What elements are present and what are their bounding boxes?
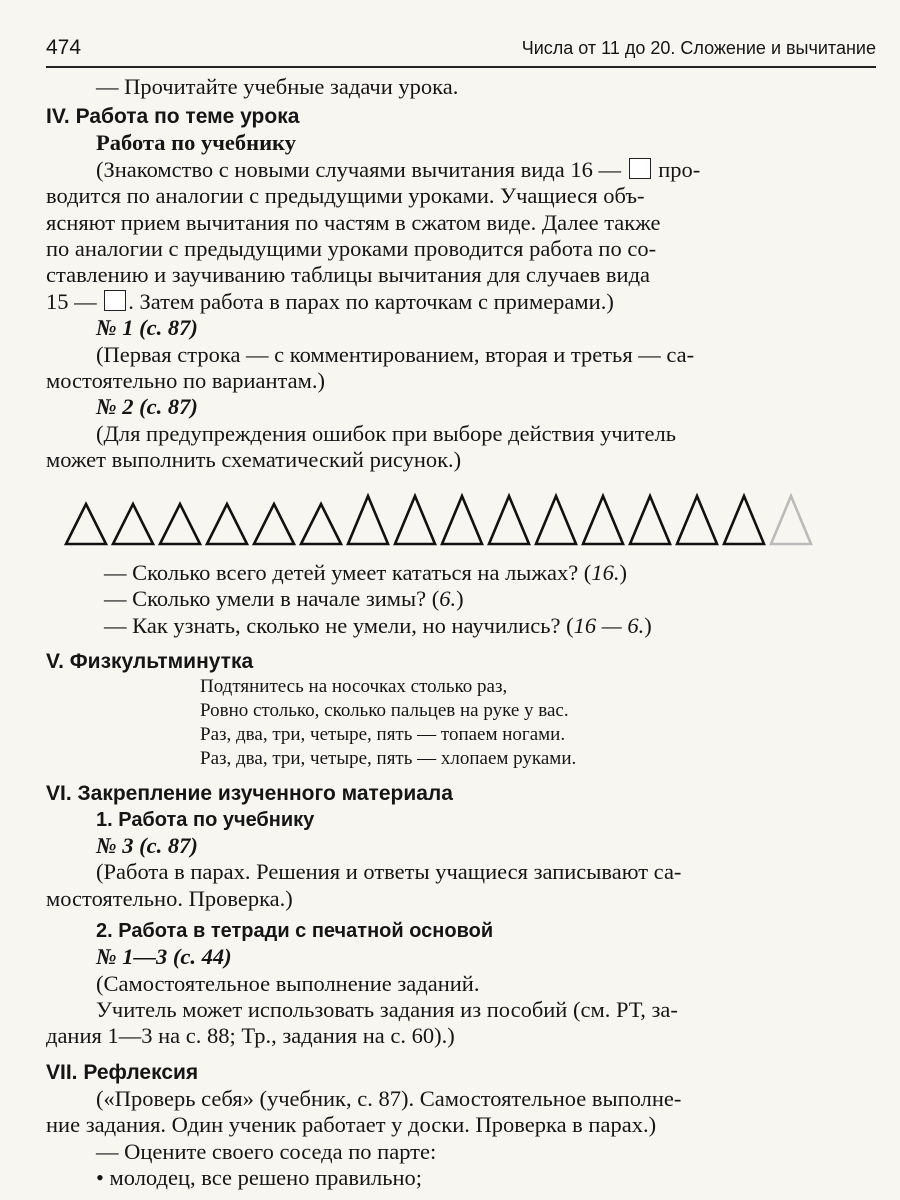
s7-line-1: («Проверь себя» (учебник, с. 87). Самостоятельное выполне- — [96, 1085, 682, 1111]
triangle-10 — [489, 496, 529, 544]
dialog-3-answer: 16 — 6. — [573, 612, 645, 638]
task-1-3-line-2: Учитель может использовать задания из пособий (см. РТ, за- — [96, 996, 678, 1022]
task-1-3-line-1: (Самостоятельное выполнение заданий. — [96, 970, 480, 996]
task-1-line-1: (Первая строка — с комментированием, вторая и третья — са- — [96, 341, 695, 367]
task-2-ref: № 2 (с. 87) — [96, 394, 198, 420]
blank-box — [629, 158, 651, 179]
s4-para-line-4: по аналогии с предыдущими уроками проводится работа по со- — [46, 236, 657, 262]
dialog-2-text: — Сколько умели в начале зимы? ( — [104, 586, 440, 612]
poem-line-4: Раз, два, три, четыре, пять — хлопаем руками. — [200, 747, 577, 769]
s4-para-line-1-b: про- — [658, 156, 701, 182]
section-6-title: VI. Закрепление изученного материала — [46, 781, 453, 805]
dialog-line-1 — [46, 560, 876, 586]
s4-para-line-6-a: 15 — — [46, 288, 97, 314]
poem-line-2: Ровно столько, сколько пальцев на руке у вас. — [200, 699, 569, 721]
triangles-svg — [64, 488, 900, 550]
dialog-2-end: ) — [456, 586, 464, 612]
triangle-2 — [113, 504, 153, 544]
dialog-1-end: ) — [619, 559, 627, 585]
intro-line: — Прочитайте учебные задачи урока. — [96, 74, 459, 99]
task-2-line-1: (Для предупреждения ошибок при выборе действия учитель — [96, 420, 677, 446]
blank-box — [104, 290, 126, 311]
section-6-sub-1: 1. Работа по учебнику — [96, 808, 315, 831]
poem-line-1: Подтянитесь на носочках столько раз, — [200, 675, 508, 697]
task-1-line-2: мостоятельно по вариантам.) — [46, 368, 325, 394]
triangle-3 — [160, 504, 200, 544]
triangle-14 — [677, 496, 717, 544]
triangle-1 — [66, 504, 106, 544]
triangle-7 — [348, 496, 388, 544]
s4-para-line-6 — [46, 289, 876, 315]
task-1-3-line-3: дания 1—3 на с. 88; Тр., задания на с. 60).) — [46, 1023, 455, 1049]
s4-para-line-5: ставлению и заучиванию таблицы вычитания для случаев вида — [46, 262, 651, 288]
triangle-15 — [724, 496, 764, 544]
page-header — [46, 34, 876, 68]
s4-para-line-1 — [46, 157, 876, 183]
page-number: 474 — [46, 36, 82, 59]
running-title: Числа от 11 до 20. Сложение и вычитание — [521, 38, 876, 58]
triangle-16 — [771, 496, 811, 544]
task-2-line-2: может выполнить схематический рисунок.) — [46, 447, 462, 473]
dialog-line-3 — [46, 613, 876, 639]
page-content — [46, 74, 876, 1191]
task-1-ref: № 1 (с. 87) — [96, 315, 198, 341]
triangle-11 — [536, 496, 576, 544]
s4-para-line-2: водится по аналогии с предыдущими уроками. Учащиеся объ- — [46, 183, 645, 209]
poem-line-3: Раз, два, три, четыре, пять — топаем ногами. — [200, 723, 566, 745]
section-5-title: V. Физкультминутка — [46, 649, 254, 673]
triangles-drawing — [64, 488, 900, 550]
section-4-title: IV. Работа по теме урока — [46, 105, 300, 129]
task-3-ref: № 3 (с. 87) — [96, 832, 198, 858]
task-1-3-ref: № 1—3 (с. 44) — [96, 944, 232, 970]
dialog-3-end: ) — [644, 612, 652, 638]
section-4-subtitle: Работа по учебнику — [96, 130, 296, 156]
dialog-line-2 — [46, 586, 876, 612]
dialog-2-answer: 6. — [439, 586, 457, 612]
s7-line-4: • молодец, все решено правильно; — [96, 1164, 423, 1190]
s7-line-3: — Оцените своего соседа по парте: — [96, 1138, 437, 1164]
task-3-line-1: (Работа в парах. Решения и ответы учащиеся записывают са- — [96, 859, 682, 885]
triangle-13 — [630, 496, 670, 544]
s4-para-line-1-a: (Знакомство с новыми случаями вычитания вида 16 — — [96, 156, 621, 182]
triangle-4 — [207, 504, 247, 544]
s7-line-2: ние задания. Один ученик работает у доски. Проверка в парах.) — [46, 1112, 657, 1138]
task-3-line-2: мостоятельно. Проверка.) — [46, 885, 293, 911]
section-7-title: VII. Рефлексия — [46, 1060, 199, 1084]
s4-para-line-6-b: . Затем работа в парах по карточкам с примерами.) — [128, 288, 614, 314]
triangle-5 — [254, 504, 294, 544]
triangle-12 — [583, 496, 623, 544]
dialog-3-text: — Как узнать, сколько не умели, но научились? ( — [104, 612, 574, 638]
triangle-9 — [442, 496, 482, 544]
s4-para-line-3: ясняют прием вычитания по частям в сжатом виде. Далее также — [46, 209, 661, 235]
section-6-sub-2: 2. Работа в тетради с печатной основой — [96, 920, 494, 943]
dialog-1-text: — Сколько всего детей умеет кататься на лыжах? ( — [104, 559, 592, 585]
triangle-6 — [301, 504, 341, 544]
triangle-8 — [395, 496, 435, 544]
dialog-1-answer: 16. — [591, 559, 620, 585]
